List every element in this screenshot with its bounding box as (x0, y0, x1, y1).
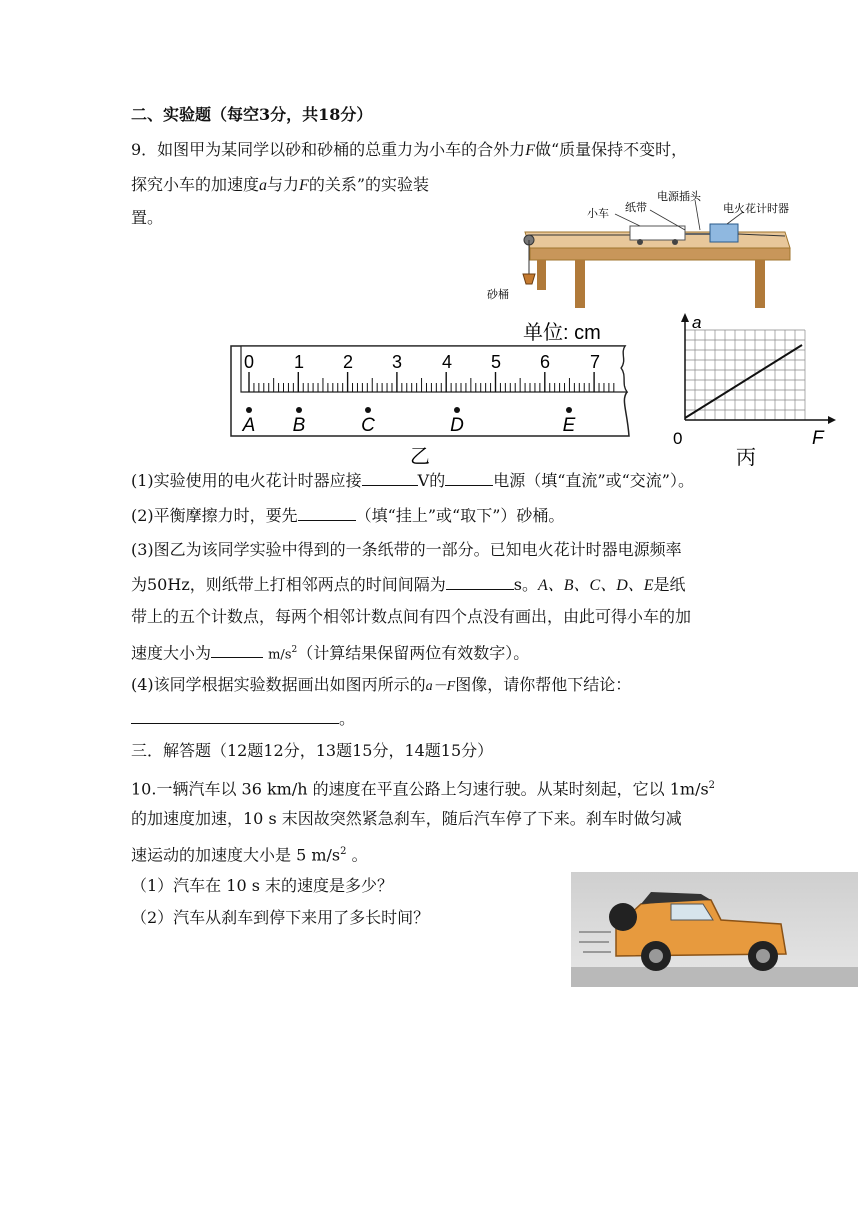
q10-text: 速运动的加速度大小是 5 m/s (131, 845, 341, 865)
road (571, 967, 858, 987)
table-leg (537, 260, 546, 290)
q9-intro-line3: 置。 (131, 208, 164, 227)
var-F: F (525, 142, 535, 159)
answer-blank-conclusion[interactable] (131, 708, 339, 724)
q9-part4-text: 图像，请你帮他下结论： (455, 675, 632, 694)
q10-sub2: （2）汽车从刹车到停下来用了多长时间？ (131, 908, 430, 927)
q9-part3-text: 速度大小为 (131, 643, 212, 663)
table-leg (575, 260, 585, 308)
q9-part2 (131, 505, 564, 526)
q9-part3-line1: (3)图乙为该同学实验中得到的一条纸带的一部分。已知电火花计时器电源频率 (131, 540, 682, 559)
count-point-B (296, 407, 302, 413)
unit-superscript: 2 (291, 645, 298, 655)
wheel-hub (756, 949, 770, 963)
label-plug: 电源插头 (657, 191, 701, 203)
figure-apparatus (485, 190, 795, 310)
math-aF: a－F (425, 679, 456, 694)
q9-intro-text: 探究小车的加速度 (131, 175, 260, 194)
y-axis-label: a (692, 313, 702, 332)
aF-line (685, 345, 802, 418)
answer-blank-acceleration[interactable] (211, 642, 263, 658)
q9-part1-text: 电源（填“直流”或“交流”）。 (493, 471, 694, 490)
q9-intro-line1 (131, 140, 687, 161)
q10-line2: 的加速度加速，10 s 末因故突然紧急刹车，随后汽车停了下来。刹车时做匀减 (131, 809, 682, 828)
x-axis-arrow (828, 416, 836, 424)
q9-part3-text: （计算结果保留两位有效数字）。 (297, 643, 530, 663)
count-point-D (454, 407, 460, 413)
ruler-tick-label: 4 (441, 352, 453, 372)
section-heading-experiment: 二、实验题（每空3分，共18分） (131, 105, 373, 124)
spare-tire (609, 903, 637, 931)
q9-intro-text: 的关系”的实验装 (308, 175, 429, 194)
answer-blank-current-type[interactable] (445, 470, 493, 486)
car-icon (571, 872, 858, 987)
spark-timer-icon (710, 224, 738, 242)
unit-superscript: 2 (340, 846, 347, 857)
q9-part3-text: 是纸 (653, 575, 686, 594)
point-label-E: E (562, 415, 576, 436)
answer-blank-voltage[interactable] (362, 470, 418, 486)
count-point-C (365, 407, 371, 413)
label-cart: 小车 (587, 208, 609, 220)
q9-intro-text: 9．如图甲为某同学以砂和砂桶的总重力为小车的合外力 (131, 140, 526, 159)
ruler-tick-label: 2 (342, 352, 354, 372)
q9-part3-line3: 带上的五个计数点，每两个相邻计数点间有四个点没有画出，由此可得小车的加 (131, 607, 692, 626)
point-label-B: B (292, 415, 306, 436)
q9-intro-text: 做“质量保持不变时， (534, 140, 688, 159)
q9-part4-end: 。 (339, 709, 356, 728)
wheel-hub (649, 949, 663, 963)
ruler-tick-label: 1 (293, 352, 305, 372)
var-F: F (299, 177, 309, 194)
q9-part4 (131, 675, 631, 697)
q9-part4-answer (131, 708, 355, 729)
label-bucket: 砂桶 (487, 289, 509, 301)
x-axis-label: F (812, 428, 824, 449)
figure-ruler-tape (225, 318, 635, 468)
var-a: a (259, 177, 268, 194)
cart-icon (630, 226, 685, 240)
q9-part4-text: (4)该同学根据实验数据画出如图丙所示的 (131, 675, 426, 694)
origin-label: 0 (673, 429, 683, 448)
q10-sub1: （1）汽车在 10 s 末的速度是多少？ (131, 876, 394, 895)
point-list: A、B、C、D、E (537, 577, 654, 594)
ruler-tick-label: 0 (243, 352, 255, 372)
car-photo (571, 872, 858, 987)
q9-part1-text: V的 (417, 471, 446, 490)
figure-aF-graph (668, 312, 838, 472)
sand-bucket-icon (523, 274, 535, 284)
q9-part2-text: (2)平衡摩擦力时，要先 (131, 506, 298, 525)
q9-intro-line2 (131, 175, 429, 196)
count-point-A (246, 407, 252, 413)
q9-part2-text: （填“挂上”或“取下”）砂桶。 (355, 506, 565, 525)
wheel (672, 239, 678, 245)
leader-line (695, 200, 700, 230)
table-leg (755, 260, 765, 308)
answer-blank-interval[interactable] (446, 574, 514, 590)
q10-text: 。 (346, 845, 368, 865)
label-tape: 纸带 (625, 202, 647, 214)
point-label-A: A (242, 415, 256, 436)
q9-part1 (131, 470, 694, 491)
ruler-tick-label: 5 (490, 352, 502, 372)
label-timer: 电火花计时器 (723, 203, 789, 215)
q9-part3-text: 为50Hz，则纸带上打相邻两点的时间间隔为 (131, 575, 446, 594)
table-edge (530, 248, 790, 260)
y-axis-arrow (681, 313, 689, 322)
q9-part3-text: s。 (513, 575, 538, 594)
wheel (637, 239, 643, 245)
q9-intro-text: 与力 (267, 175, 300, 194)
figure-caption-bing: 丙 (736, 447, 756, 469)
q9-part1-text: (1)实验使用的电火花计时器应接 (131, 471, 362, 490)
q10-text: 10.一辆汽车以 36 km/h 的速度在平直公路上匀速行驶。从某时刻起，它以 1m/s (131, 779, 709, 799)
q9-part3-line2 (131, 574, 686, 596)
section-heading-solution: 三．解答题（12题12分，13题15分，14题15分） (131, 741, 494, 760)
q10-line1 (131, 776, 715, 799)
unit-text: m/s (268, 647, 292, 663)
ruler-tick-label: 6 (539, 352, 551, 372)
ruler-tick-label: 7 (589, 352, 601, 372)
unit-superscript: 2 (708, 780, 716, 791)
point-label-C: C (361, 415, 375, 436)
leader-line (615, 214, 640, 226)
answer-blank-bucket[interactable] (298, 505, 356, 521)
figure-caption-yi: 乙 (410, 446, 430, 468)
ruler-tick-label: 3 (391, 352, 403, 372)
count-point-E (566, 407, 572, 413)
point-label-D: D (450, 415, 464, 436)
ruler-unit-label: 单位: cm (523, 322, 601, 344)
q10-line3 (131, 842, 368, 865)
q9-part3-line4 (131, 640, 529, 665)
